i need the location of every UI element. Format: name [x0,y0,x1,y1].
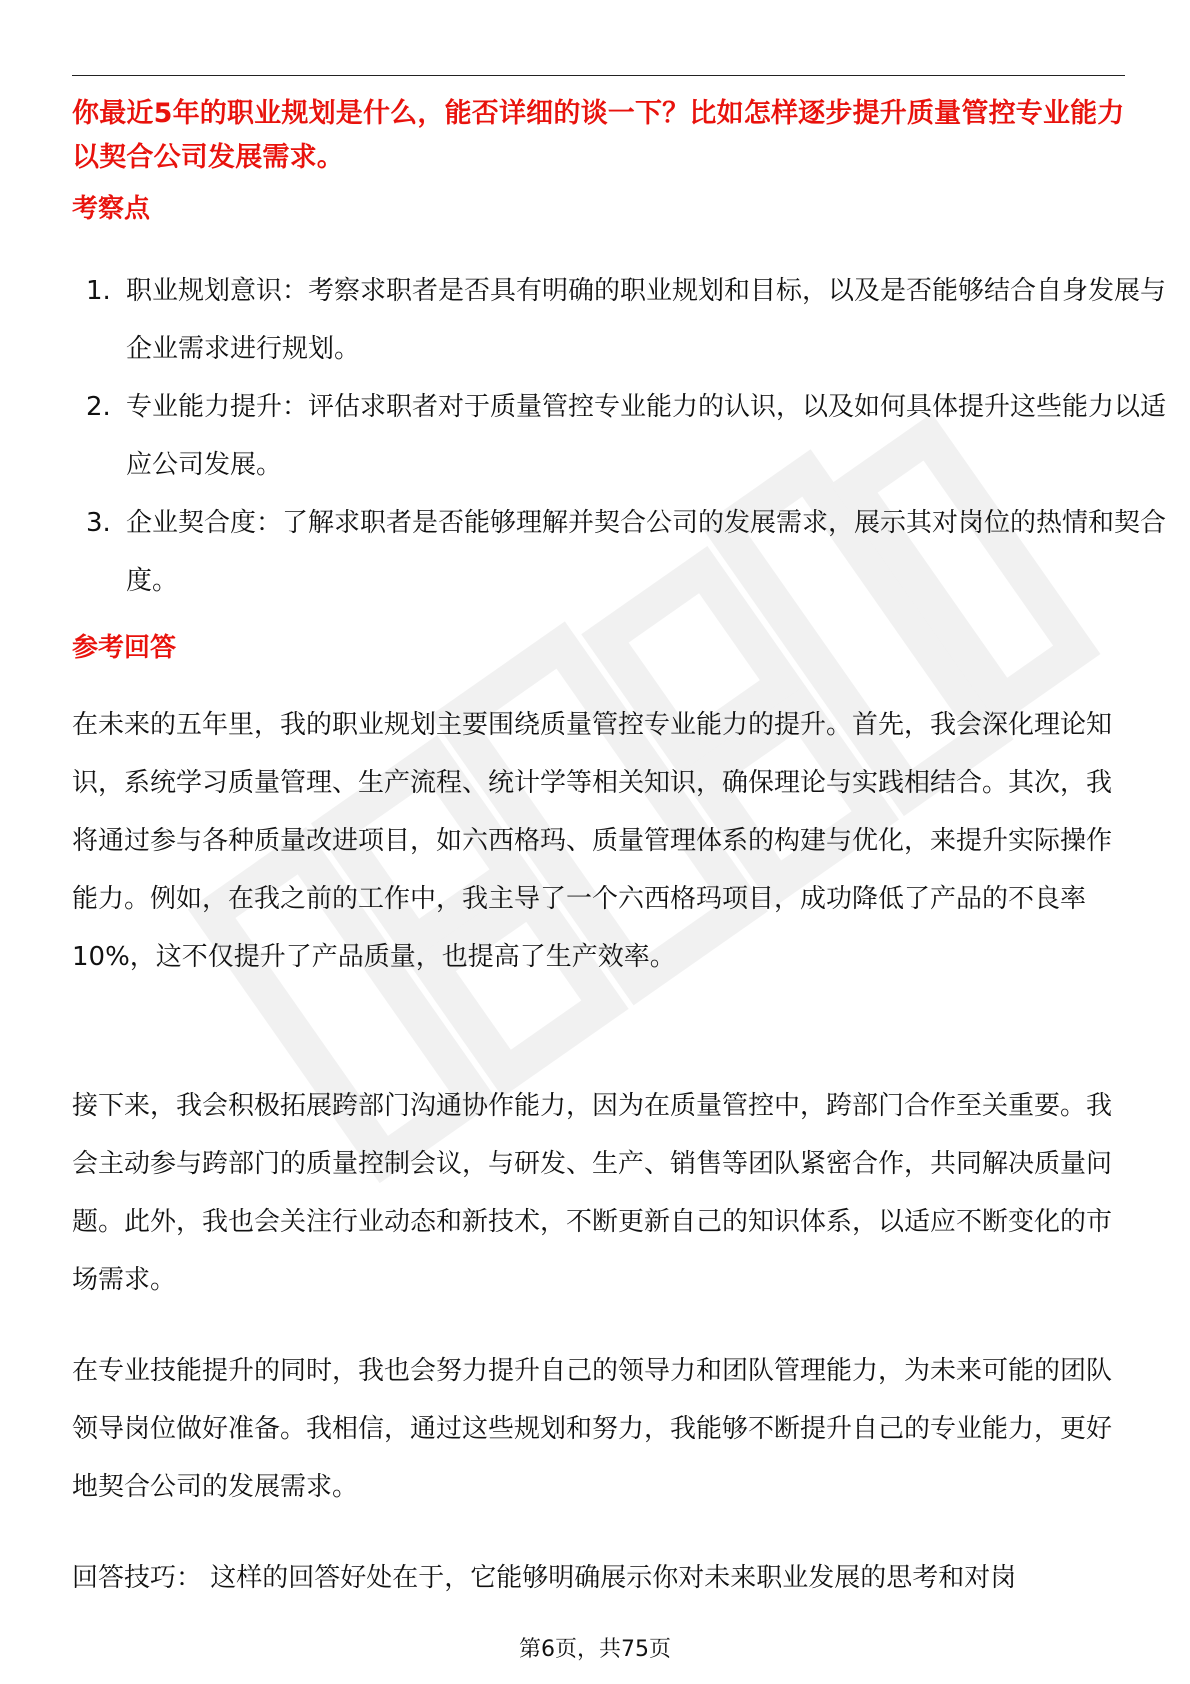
assessment-point [72,262,1167,378]
assessment-point [72,378,1167,494]
answer-paragraph: 在未来的五年里，我的职业规划主要围绕质量管控专业能力的提升。首先，我会深化理论知识，系统学习质量管理、生产流程、统计学等相关知识，确保理论与实践相结合。其次，我将通过参与各种质量改进项目，如六西格玛、质量管理体系的构建与优化，来提升实际操作能力。例如，在我之前的工作中，我主导了一个六西格玛项目，成功降低了产品的不良率10%，这不仅提升了产品质量，也提高了生产效率。 [72,710,1113,972]
point-text: 企业契合度：了解求职者是否能够理解并契合公司的发展需求，展示其对岗位的热情和契合度。 [126,508,1167,596]
answer-heading: 参考回答 [72,633,177,663]
point-number: 1. [86,276,111,306]
question-title: 你最近5年的职业规划是什么，能否详细的谈一下？比如怎样逐步提升质量管控专业能力以契合公司发展需求。 [72,98,1125,173]
point-number: 3. [86,508,111,538]
header-rule [72,75,1125,76]
assessment-points-list [72,262,1167,610]
answer-paragraph: 接下来，我会积极拓展跨部门沟通协作能力，因为在质量管控中，跨部门合作至关重要。我会主动参与跨部门的质量控制会议，与研发、生产、销售等团队紧密合作，共同解决质量问题。此外，我也会关注行业动态和新技术，不断更新自己的知识体系，以适应不断变化的市场需求。 [72,1091,1113,1295]
page-number-footer: 第6页，共75页 [519,1637,671,1662]
answer-tips-paragraph: 回答技巧： 这样的回答好处在于，它能够明确展示你对未来职业发展的思考和对岗 [72,1563,1017,1593]
assessment-heading: 考察点 [72,194,151,224]
point-number: 2. [86,392,111,422]
assessment-point [72,494,1167,610]
point-text: 专业能力提升：评估求职者对于质量管控专业能力的认识，以及如何具体提升这些能力以适应公司发展。 [126,392,1167,480]
answer-paragraph: 在专业技能提升的同时，我也会努力提升自己的领导力和团队管理能力，为未来可能的团队领导岗位做好准备。我相信，通过这些规划和努力，我能够不断提升自己的专业能力，更好地契合公司的发展需求。 [72,1356,1113,1502]
point-text: 职业规划意识：考察求职者是否具有明确的职业规划和目标，以及是否能够结合自身发展与企业需求进行规划。 [126,276,1167,364]
